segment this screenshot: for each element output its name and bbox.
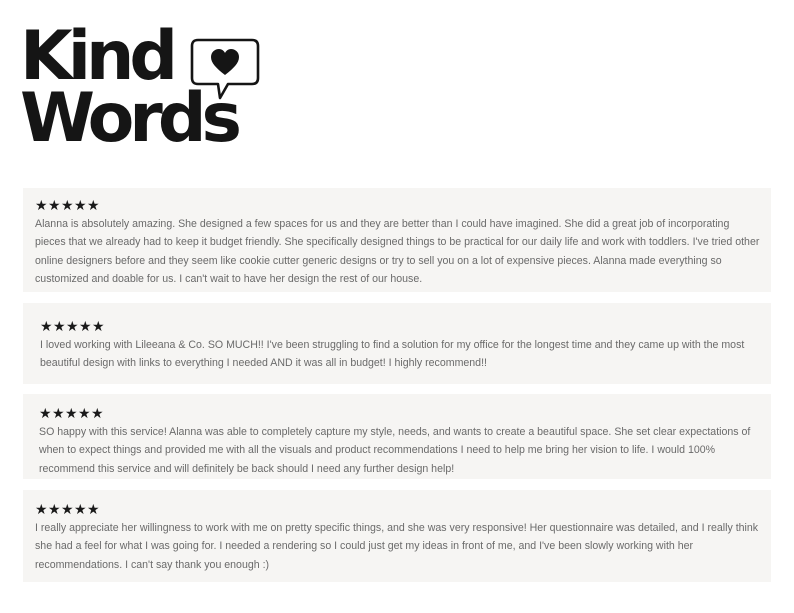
star-icon: ★ [40, 318, 54, 334]
star-icon: ★ [65, 405, 79, 421]
star-rating [40, 319, 761, 333]
star-icon: ★ [66, 318, 80, 334]
heart-speech-bubble-icon [190, 38, 260, 102]
review-card [23, 394, 771, 479]
star-rating [35, 198, 761, 212]
star-icon: ★ [35, 501, 49, 517]
star-icon: ★ [87, 197, 101, 213]
star-icon: ★ [91, 405, 105, 421]
star-icon: ★ [74, 197, 88, 213]
star-rating [39, 406, 761, 420]
star-icon: ★ [78, 405, 92, 421]
review-text: Alanna is absolutely amazing. She designed a few spaces for us and they are better than I could have imagined. She did a great job of incorporating pieces that we already had to keep it budget friendly. She specifically designed things to be practical for our daily life and work with toddlers. I've tried other online designers before and they seem like cookie cutter generic designs or try to sell you on a lot of expensive pieces. Alanna made everything so customized and doable for us. I can't wait to have her design the rest of our house. [35, 218, 760, 286]
star-icon: ★ [61, 197, 75, 213]
star-icon: ★ [48, 197, 62, 213]
review-text: I really appreciate her willingness to work with me on pretty specific things, and she was very responsive! Her questionnaire was detailed, and I really think she had a feel for what I was going for. I needed a rendering so I could just get my ideas in front of me, and I've been slowly working with her recommendations. I can't say thank you enough :) [35, 522, 759, 571]
star-icon: ★ [92, 318, 106, 334]
star-icon: ★ [79, 318, 93, 334]
title-line-kind: Kind [20, 17, 174, 96]
review-card [23, 188, 771, 292]
review-text: I loved working with Lileeana & Co. SO MUCH!! I've been struggling to find a solution for my office for the longest time and they came up with the most beautiful design with links to everything I needed AND it was all in budget! I highly recommend!! [40, 339, 745, 370]
star-icon: ★ [52, 405, 66, 421]
review-card [23, 490, 771, 582]
star-icon: ★ [61, 501, 75, 517]
title-line-words: Words [20, 79, 237, 158]
star-icon: ★ [53, 318, 67, 334]
review-text: SO happy with this service! Alanna was able to completely capture my style, needs, and wants to create a beautiful space. She set clear expectations of when to expect things and provided me with all the visuals and product recommendations I need to help me bring her vision to life. I would 100% recommend this service and will definitely be back should I need any further design help! [39, 426, 751, 475]
review-card [23, 303, 771, 384]
star-icon: ★ [74, 501, 88, 517]
star-rating [35, 502, 761, 516]
star-icon: ★ [39, 405, 53, 421]
star-icon: ★ [87, 501, 101, 517]
star-icon: ★ [35, 197, 49, 213]
star-icon: ★ [48, 501, 62, 517]
